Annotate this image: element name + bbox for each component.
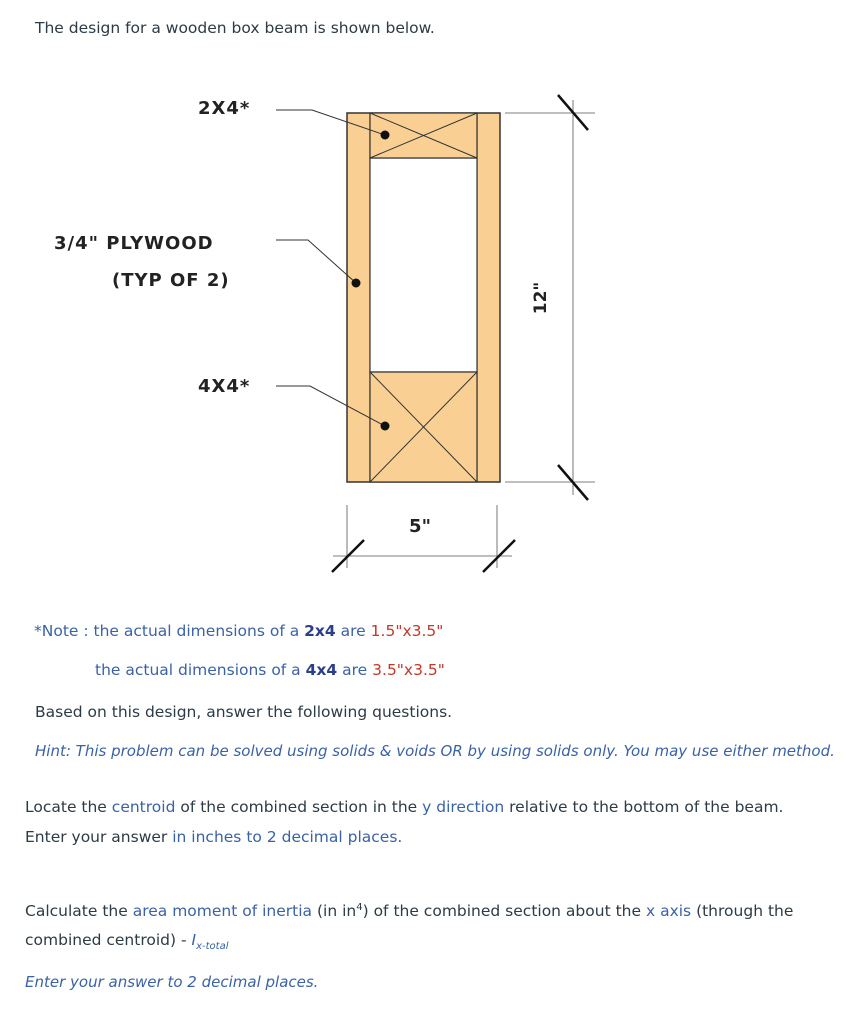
q1-term-inches: in inches bbox=[172, 828, 242, 846]
note-line2-mid: are bbox=[342, 661, 368, 679]
q2-text-c: (through the bbox=[696, 902, 794, 921]
label-plywood-line1: 3/4" PLYWOOD bbox=[54, 233, 214, 254]
q2-symbol-sub: x-total bbox=[196, 941, 229, 953]
q2-symbol bbox=[191, 931, 229, 953]
dim-width-label: 5" bbox=[409, 516, 431, 537]
q1-text-b: of the combined section in the bbox=[180, 798, 418, 816]
q2-symbol-main: I bbox=[191, 931, 197, 949]
dim-height-label: 12" bbox=[531, 281, 551, 315]
q2-unit-open: (in in bbox=[316, 902, 357, 921]
q1-term-y-direction: y direction bbox=[422, 798, 505, 816]
label-4x4: 4X4* bbox=[198, 376, 251, 397]
question2-line1 bbox=[25, 902, 793, 920]
note-line2-value: 3.5"x3.5" bbox=[372, 661, 445, 679]
label-2x4: 2X4* bbox=[198, 98, 251, 119]
note-line1-value: 1.5"x3.5" bbox=[370, 622, 444, 640]
note-line1-mid: are bbox=[340, 622, 366, 640]
q2-term-x-axis: x axis bbox=[645, 902, 692, 921]
note-line1-prefix: *Note : the actual dimensions of a bbox=[34, 622, 300, 640]
question1-line1 bbox=[25, 798, 784, 816]
note-line-1 bbox=[34, 622, 443, 640]
note-line-2 bbox=[95, 661, 445, 679]
box-beam-figure bbox=[0, 80, 858, 590]
label-plywood-line2: (TYP OF 2) bbox=[112, 270, 230, 291]
q1-term-centroid: centroid bbox=[111, 798, 176, 816]
q2-unit-close: ) bbox=[362, 902, 369, 921]
q2-unit-exponent: 4 bbox=[356, 902, 363, 913]
q2-text-b: of the combined section about the bbox=[373, 902, 642, 921]
q2-line2-text: combined centroid) - bbox=[25, 931, 187, 949]
question1-line2 bbox=[25, 828, 402, 846]
question2-line2 bbox=[25, 931, 228, 952]
note-line2-member: 4x4 bbox=[305, 661, 338, 679]
dot-2x4 bbox=[381, 131, 390, 140]
note-line2-prefix: the actual dimensions of a bbox=[95, 661, 301, 679]
leader-plywood bbox=[276, 240, 356, 283]
q2-term-moment-of-inertia: area moment of inertia bbox=[132, 902, 313, 921]
hint-text: Hint: This problem can be solved using solids & voids OR by using solids only. You may use either method. bbox=[35, 742, 835, 760]
q1-text-a: Locate the bbox=[25, 798, 107, 816]
dot-plywood bbox=[352, 279, 361, 288]
intro-text: The design for a wooden box beam is shown below. bbox=[35, 19, 435, 37]
q2-enter-answer: Enter your answer to 2 decimal places. bbox=[25, 973, 319, 991]
dot-4x4 bbox=[381, 422, 390, 431]
instructions-text: Based on this design, answer the following questions. bbox=[35, 703, 453, 721]
q2-text-a: Calculate the bbox=[25, 902, 128, 921]
q1-line2-a: Enter your answer bbox=[25, 828, 168, 846]
q1-text-c: relative to the bottom of the beam. bbox=[509, 798, 784, 816]
hollow-void bbox=[370, 158, 477, 372]
q1-line2-c: to 2 decimal places. bbox=[246, 828, 403, 846]
note-line1-member: 2x4 bbox=[304, 622, 336, 640]
